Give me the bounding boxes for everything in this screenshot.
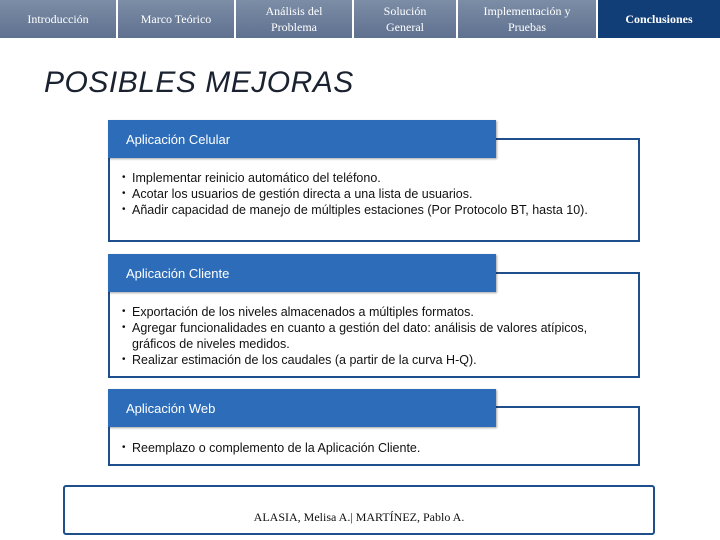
- section-list-web: [122, 440, 602, 456]
- section-list-cliente: [122, 304, 612, 368]
- list-item: • Acotar los usuarios de gestión directa a una lista de usuarios.: [122, 186, 602, 202]
- tab-label: Marco Teórico: [140, 12, 212, 26]
- tab-label: Introducción: [27, 12, 89, 26]
- list-item: • Exportación de los niveles almacenados a múltiples formatos.: [122, 304, 612, 320]
- tab-conclusiones[interactable]: [598, 0, 720, 38]
- tab-introduccion[interactable]: [0, 0, 118, 38]
- section-header-celular: Aplicación Celular: [108, 120, 496, 158]
- list-item: • Realizar estimación de los caudales (a partir de la curva H-Q).: [122, 352, 612, 368]
- tab-label: Conclusiones: [625, 12, 693, 26]
- list-item: • Implementar reinicio automático del teléfono.: [122, 170, 602, 186]
- list-item: • Agregar funcionalidades en cuanto a gestión del dato: análisis de valores atípicos, gráficos de niveles medidos.: [122, 320, 612, 352]
- tab-implementacion-y-pruebas[interactable]: [458, 0, 598, 38]
- section-header-web: Aplicación Web: [108, 389, 496, 427]
- top-navigation: [0, 0, 720, 38]
- list-item: • Añadir capacidad de manejo de múltiples estaciones (Por Protocolo BT, hasta 10).: [122, 202, 602, 218]
- tab-label: Implementación y Pruebas: [483, 4, 571, 34]
- tab-analisis-del-problema[interactable]: [236, 0, 354, 38]
- page-title: POSIBLES MEJORAS: [44, 66, 354, 99]
- list-item: • Reemplazo o complemento de la Aplicación Cliente.: [122, 440, 602, 456]
- footer-box: [63, 485, 655, 535]
- tab-label: Análisis del Problema: [265, 4, 323, 34]
- tab-marco-teorico[interactable]: [118, 0, 236, 38]
- section-header-cliente: Aplicación Cliente: [108, 254, 496, 292]
- tab-label: Solución General: [383, 4, 427, 34]
- section-list-celular: [122, 170, 602, 218]
- footer-authors: ALASIA, Melisa A.| MARTÍNEZ, Pablo A.: [253, 509, 465, 524]
- tab-solucion-general[interactable]: [354, 0, 458, 38]
